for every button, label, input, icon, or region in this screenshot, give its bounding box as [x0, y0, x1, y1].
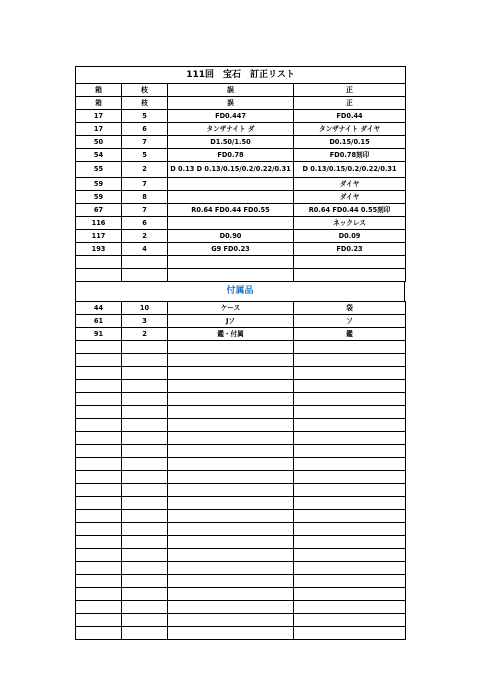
empty-cell [168, 419, 294, 432]
empty-row [76, 393, 406, 406]
empty-cell [122, 627, 168, 640]
cell-correct: 袋 [294, 302, 406, 315]
empty-cell [294, 432, 406, 445]
page-title: 111回 宝石 訂正リスト [76, 67, 406, 84]
cell-branch: 5 [122, 110, 168, 123]
cell-box: 17 [76, 110, 122, 123]
empty-cell [294, 588, 406, 601]
empty-cell [122, 419, 168, 432]
cell-box: 59 [76, 178, 122, 191]
empty-cell [294, 562, 406, 575]
empty-cell [294, 367, 406, 380]
empty-cell [168, 614, 294, 627]
table-row [76, 315, 406, 328]
cell-box: 箱 [76, 97, 122, 110]
cell-wrong: G9 FD0.23 [168, 243, 294, 256]
empty-cell [122, 393, 168, 406]
cell-branch: 4 [122, 243, 168, 256]
cell-wrong [168, 191, 294, 204]
empty-row [76, 367, 406, 380]
empty-cell [294, 601, 406, 614]
cell-branch: 3 [122, 315, 168, 328]
cell-box [76, 269, 122, 282]
table-row [76, 256, 406, 269]
cell-correct: ソ [294, 315, 406, 328]
empty-cell [294, 510, 406, 523]
header-row [76, 84, 406, 97]
cell-correct: D0.09 [294, 230, 406, 243]
cell-branch: 5 [122, 149, 168, 162]
empty-cell [168, 471, 294, 484]
empty-cell [168, 510, 294, 523]
cell-wrong [168, 178, 294, 191]
empty-row [76, 614, 406, 627]
cell-box: 91 [76, 328, 122, 341]
cell-box: 54 [76, 149, 122, 162]
cell-wrong: D0.90 [168, 230, 294, 243]
cell-correct: FD0.78刻印 [294, 149, 406, 162]
empty-cell [294, 614, 406, 627]
cell-box [76, 256, 122, 269]
empty-row [76, 432, 406, 445]
header-wrong: 誤 [168, 84, 294, 97]
empty-cell [122, 614, 168, 627]
empty-cell [122, 458, 168, 471]
cell-correct: ダイヤ [294, 178, 406, 191]
empty-cell [122, 601, 168, 614]
cell-wrong [168, 256, 294, 269]
empty-cell [168, 549, 294, 562]
empty-cell [76, 367, 122, 380]
cell-box: 17 [76, 123, 122, 136]
cell-box: 117 [76, 230, 122, 243]
empty-cell [122, 562, 168, 575]
empty-row [76, 419, 406, 432]
empty-cell [76, 380, 122, 393]
header-branch: 枝 [122, 84, 168, 97]
cell-box: 50 [76, 136, 122, 149]
empty-cell [294, 354, 406, 367]
empty-cell [294, 549, 406, 562]
cell-branch: 枝 [122, 97, 168, 110]
empty-cell [294, 471, 406, 484]
empty-cell [168, 497, 294, 510]
empty-cell [294, 393, 406, 406]
empty-row [76, 445, 406, 458]
table-row [76, 123, 406, 136]
empty-cell [294, 419, 406, 432]
empty-cell [168, 354, 294, 367]
cell-correct: タンザナイト ダイヤ [294, 123, 406, 136]
empty-cell [122, 497, 168, 510]
cell-box: 67 [76, 204, 122, 217]
cell-branch: 2 [122, 162, 168, 178]
empty-cell [122, 367, 168, 380]
empty-cell [76, 549, 122, 562]
empty-cell [76, 393, 122, 406]
empty-cell [76, 354, 122, 367]
cell-wrong: FD0.78 [168, 149, 294, 162]
cell-correct: D0.15/0.15 [294, 136, 406, 149]
empty-cell [122, 536, 168, 549]
table-row [76, 204, 406, 217]
empty-cell [76, 406, 122, 419]
cell-box: 59 [76, 191, 122, 204]
correction-list-sheet [75, 66, 405, 640]
empty-cell [168, 458, 294, 471]
empty-cell [76, 523, 122, 536]
header-box: 箱 [76, 84, 122, 97]
empty-row [76, 536, 406, 549]
cell-correct: R0.64 FD0.44 0.55刻印 [294, 204, 406, 217]
cell-branch: 7 [122, 136, 168, 149]
table-row [76, 110, 406, 123]
empty-cell [76, 471, 122, 484]
cell-correct: ネックレス [294, 217, 406, 230]
cell-branch: 6 [122, 217, 168, 230]
cell-box: 116 [76, 217, 122, 230]
cell-branch: 10 [122, 302, 168, 315]
empty-cell [294, 341, 406, 354]
empty-cell [76, 614, 122, 627]
cell-box: 193 [76, 243, 122, 256]
cell-wrong: Jソ [168, 315, 294, 328]
table-row [76, 230, 406, 243]
empty-cell [168, 341, 294, 354]
cell-branch: 2 [122, 328, 168, 341]
empty-row [76, 510, 406, 523]
table-row [76, 243, 406, 256]
table-row [76, 191, 406, 204]
empty-row [76, 588, 406, 601]
empty-cell [294, 458, 406, 471]
table-row [76, 328, 406, 341]
empty-cell [294, 536, 406, 549]
cell-branch [122, 269, 168, 282]
cell-correct: 鑑 [294, 328, 406, 341]
empty-cell [294, 497, 406, 510]
cell-wrong [168, 217, 294, 230]
empty-cell [76, 484, 122, 497]
empty-cell [168, 588, 294, 601]
empty-cell [168, 393, 294, 406]
cell-wrong [168, 269, 294, 282]
empty-cell [294, 575, 406, 588]
empty-cell [76, 341, 122, 354]
empty-cell [122, 341, 168, 354]
empty-cell [122, 484, 168, 497]
empty-cell [122, 510, 168, 523]
correction-table [75, 66, 406, 282]
empty-cell [168, 575, 294, 588]
empty-cell [168, 445, 294, 458]
empty-row [76, 562, 406, 575]
table-row [76, 97, 406, 110]
title-row [76, 67, 406, 84]
empty-cell [76, 627, 122, 640]
empty-cell [76, 562, 122, 575]
empty-cell [168, 562, 294, 575]
empty-cell [168, 367, 294, 380]
empty-row [76, 406, 406, 419]
table-row [76, 269, 406, 282]
empty-row [76, 627, 406, 640]
empty-cell [76, 419, 122, 432]
cell-branch: 2 [122, 230, 168, 243]
table-row [76, 149, 406, 162]
empty-cell [168, 523, 294, 536]
empty-cell [76, 445, 122, 458]
empty-cell [122, 549, 168, 562]
cell-box: 55 [76, 162, 122, 178]
empty-row [76, 523, 406, 536]
cell-wrong: D1.50/1.50 [168, 136, 294, 149]
empty-cell [122, 380, 168, 393]
cell-branch: 8 [122, 191, 168, 204]
cell-correct: D 0.13/0.15/0.2/0.22/0.31 [294, 162, 406, 178]
empty-cell [76, 575, 122, 588]
empty-cell [168, 406, 294, 419]
cell-wrong: D 0.13 D 0.13/0.15/0.2/0.22/0.31 [168, 162, 294, 178]
empty-cell [168, 484, 294, 497]
empty-row [76, 354, 406, 367]
table-row [76, 136, 406, 149]
table-row [76, 302, 406, 315]
cell-correct: FD0.23 [294, 243, 406, 256]
empty-cell [294, 627, 406, 640]
table-row [76, 162, 406, 178]
empty-cell [168, 627, 294, 640]
empty-cell [76, 432, 122, 445]
cell-wrong: ケース [168, 302, 294, 315]
empty-cell [294, 523, 406, 536]
empty-row [76, 601, 406, 614]
empty-cell [122, 445, 168, 458]
cell-correct: 正 [294, 97, 406, 110]
cell-box: 61 [76, 315, 122, 328]
cell-wrong: R0.64 FD0.44 FD0.55 [168, 204, 294, 217]
empty-cell [294, 484, 406, 497]
empty-row [76, 549, 406, 562]
empty-cell [76, 536, 122, 549]
empty-cell [122, 354, 168, 367]
empty-cell [76, 588, 122, 601]
cell-box: 44 [76, 302, 122, 315]
empty-row [76, 380, 406, 393]
cell-wrong: FD0.447 [168, 110, 294, 123]
empty-cell [122, 406, 168, 419]
header-correct: 正 [294, 84, 406, 97]
empty-cell [294, 406, 406, 419]
table-row [76, 178, 406, 191]
cell-correct [294, 256, 406, 269]
cell-wrong: タンザナイト ダ [168, 123, 294, 136]
empty-cell [76, 497, 122, 510]
cell-wrong: 鑑・付属 [168, 328, 294, 341]
empty-cell [168, 432, 294, 445]
empty-cell [122, 588, 168, 601]
cell-branch: 6 [122, 123, 168, 136]
cell-branch: 7 [122, 178, 168, 191]
empty-row [76, 484, 406, 497]
empty-row [76, 471, 406, 484]
empty-row [76, 497, 406, 510]
cell-correct: FD0.44 [294, 110, 406, 123]
section-title-accessories: 付属品 [75, 282, 405, 301]
empty-cell [168, 536, 294, 549]
cell-wrong: 誤 [168, 97, 294, 110]
empty-cell [122, 575, 168, 588]
empty-row [76, 575, 406, 588]
empty-cell [76, 458, 122, 471]
empty-cell [122, 523, 168, 536]
empty-row [76, 341, 406, 354]
cell-correct: ダイヤ [294, 191, 406, 204]
empty-cell [294, 445, 406, 458]
empty-row [76, 458, 406, 471]
table-row [76, 217, 406, 230]
empty-cell [76, 510, 122, 523]
cell-branch: 7 [122, 204, 168, 217]
empty-cell [168, 380, 294, 393]
accessory-table [75, 301, 406, 640]
cell-branch [122, 256, 168, 269]
cell-correct [294, 269, 406, 282]
empty-cell [122, 432, 168, 445]
empty-cell [122, 471, 168, 484]
empty-cell [168, 601, 294, 614]
empty-cell [76, 601, 122, 614]
empty-cell [294, 380, 406, 393]
